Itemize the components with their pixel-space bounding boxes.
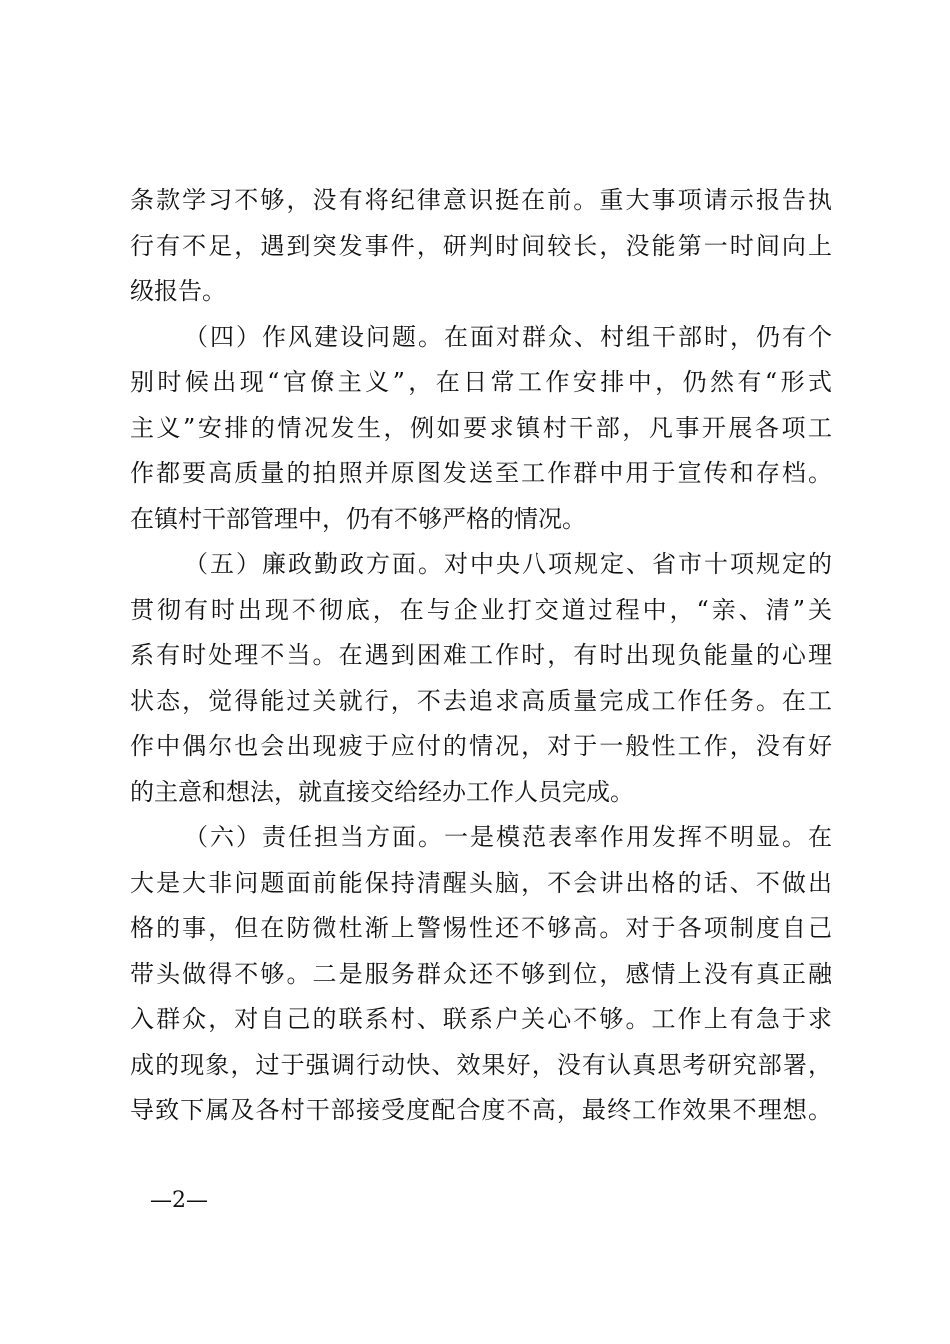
text-line: 的主意和想法，就直接交给经办工作人员完成。: [130, 777, 634, 806]
text-line: 带头做得不够。二是服务群众还不够到位，感情上没有真正融: [130, 959, 832, 988]
text-line: 在镇村干部管理中，仍有不够严格的情况。: [130, 504, 586, 533]
text-line: 条款学习不够，没有将纪律意识挺在前。重大事项请示报告执: [130, 186, 832, 214]
text-line: 行有不足，遇到突发事件，研判时间较长，没能第一时间向上: [130, 231, 832, 260]
text-line: 作都要高质量的拍照并原图发送至工作群中用于宣传和存档。: [130, 459, 832, 487]
section-heading-line: （五）廉政勤政方面。对中央八项规定、省市十项规定的: [184, 550, 832, 578]
text-line: 别时候出现“官僚主义”，在日常工作安排中，仍然有“形式: [130, 368, 832, 396]
text-line: 主义”安排的情况发生，例如要求镇村干部，凡事开展各项工: [130, 413, 832, 442]
text-line: 格的事，但在防微杜渐上警惕性还不够高。对于各项制度自己: [130, 914, 832, 942]
section-heading-line: （四）作风建设问题。在面对群众、村组干部时，仍有个: [184, 322, 832, 351]
text-line: 系有时处理不当。在遇到困难工作时，有时出现负能量的心理: [130, 641, 832, 669]
text-line: 导致下属及各村干部接受度配合度不高，最终工作效果不理想。: [130, 1096, 832, 1124]
text-line: 贯彻有时出现不彻底，在与企业打交道过程中，“亲、清”关: [130, 595, 832, 624]
text-line: 大是大非问题面前能保持清醒头脑，不会讲出格的话、不做出: [130, 868, 832, 897]
text-line: 入群众，对自己的联系村、联系户关心不够。工作上有急于求: [130, 1005, 832, 1033]
document-body: [130, 178, 832, 1134]
section-heading-line: （六）责任担当方面。一是模范表率作用发挥不明显。在: [184, 823, 832, 851]
text-line: 状态，觉得能过关就行，不去追求高质量完成工作任务。在工: [130, 686, 832, 715]
text-line: 成的现象，过于强调行动快、效果好，没有认真思考研究部署，: [130, 1050, 832, 1079]
page-number: —2—: [150, 1188, 208, 1213]
text-line: 级报告。: [130, 277, 226, 305]
text-line: 作中偶尔也会出现疲于应付的情况，对于一般性工作，没有好: [130, 732, 832, 760]
